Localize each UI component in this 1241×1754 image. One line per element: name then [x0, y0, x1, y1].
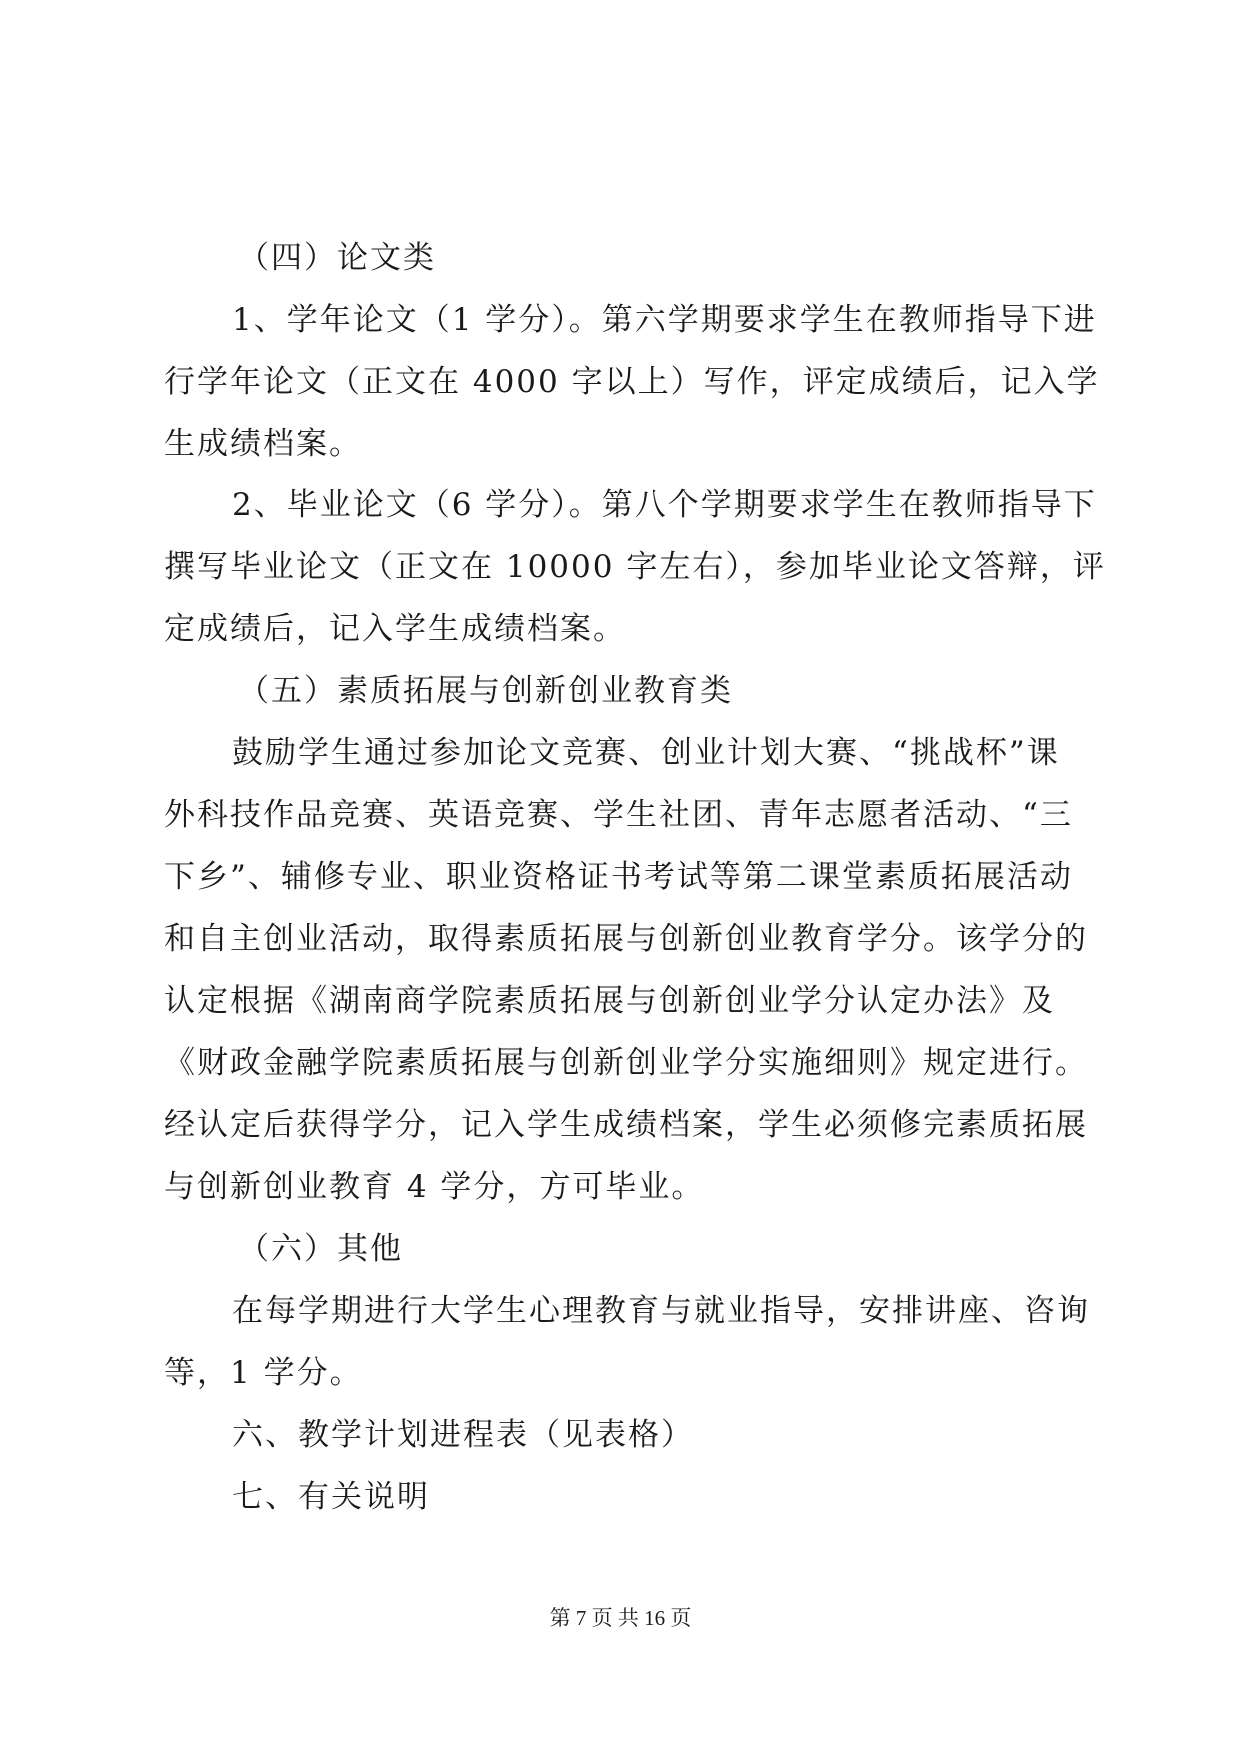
paragraph-line: 在每学期进行大学生心理教育与就业指导，安排讲座、咨询	[232, 1293, 1090, 1329]
paragraph-line: 生成绩档案。	[164, 426, 362, 462]
section-heading-other: （六）其他	[238, 1231, 403, 1267]
paragraph-line: 和自主创业活动，取得素质拓展与创新创业教育学分。该学分的	[164, 921, 1088, 957]
paragraph-line: 鼓励学生通过参加论文竞赛、创业计划大赛、“挑战杯”课	[232, 735, 1060, 771]
paragraph-line: 认定根据《湖南商学院素质拓展与创新创业学分认定办法》及	[164, 983, 1055, 1019]
section-heading-schedule: 六、教学计划进程表（见表格）	[232, 1417, 694, 1453]
section-heading-quality: （五）素质拓展与创新创业教育类	[238, 673, 733, 709]
section-heading-notes: 七、有关说明	[232, 1479, 430, 1515]
paragraph-line: 1、学年论文（1 学分）。第六学期要求学生在教师指导下进	[232, 302, 1097, 338]
paragraph-line: 经认定后获得学分，记入学生成绩档案，学生必须修完素质拓展	[164, 1107, 1088, 1143]
section-heading-papers: （四）论文类	[238, 240, 436, 276]
paragraph-line: 撰写毕业论文（正文在 10000 字左右），参加毕业论文答辩，评	[164, 549, 1106, 585]
paragraph-line: 《财政金融学院素质拓展与创新创业学分实施细则》规定进行。	[164, 1045, 1088, 1081]
paragraph-line: 与创新创业教育 4 学分，方可毕业。	[164, 1169, 705, 1205]
paragraph-line: 定成绩后，记入学生成绩档案。	[164, 611, 626, 647]
paragraph-line: 2、毕业论文（6 学分）。第八个学期要求学生在教师指导下	[232, 487, 1097, 523]
page-footer: 第 7 页 共 16 页	[549, 1606, 692, 1630]
paragraph-line: 行学年论文（正文在 4000 字以上）写作，评定成绩后，记入学	[164, 364, 1100, 400]
paragraph-line: 等，1 学分。	[164, 1355, 363, 1391]
paragraph-line: 外科技作品竞赛、英语竞赛、学生社团、青年志愿者活动、“三	[164, 797, 1073, 833]
paragraph-line: 下乡”、辅修专业、职业资格证书考试等第二课堂素质拓展活动	[164, 859, 1073, 895]
